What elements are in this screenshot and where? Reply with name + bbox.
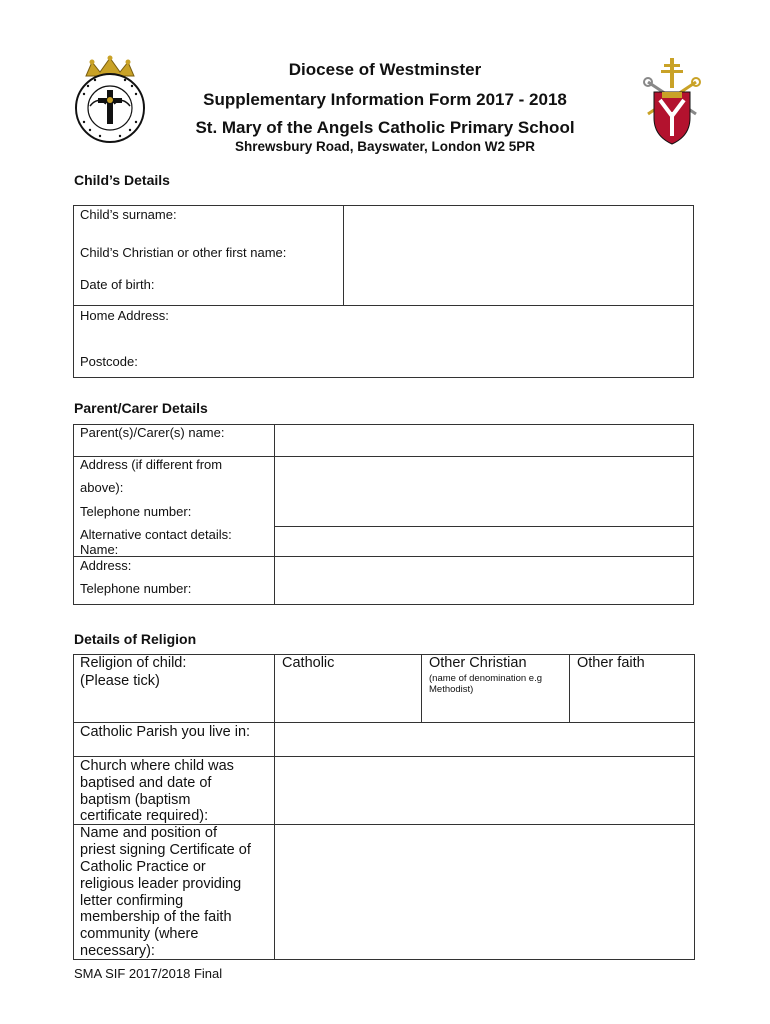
alt-contact-label-2: Name: (80, 542, 119, 557)
priest-label-6: membership of the faith (80, 909, 232, 925)
catholic-label: Catholic (282, 655, 335, 671)
priest-label-7: community (where (80, 926, 199, 942)
parish-input[interactable] (275, 723, 694, 756)
baptism-church-label-3: baptism (baptism (80, 792, 191, 808)
priest-label-5: letter confirming (80, 893, 184, 909)
priest-label-1: Name and position of (80, 825, 218, 841)
parent-address-label-2: above): (80, 480, 124, 495)
baptism-church-label-2: baptised and date of (80, 775, 212, 791)
other-christian-note-1: (name of denomination e.g (429, 673, 543, 684)
priest-label-2: priest signing Certificate of (80, 842, 251, 858)
child-surname-label: Child’s surname: (80, 207, 177, 222)
diocese-title: Diocese of Westminster (288, 60, 482, 79)
other-christian-note-2: Methodist) (429, 684, 474, 695)
parent-address-label-1: Address (if different from (80, 457, 223, 472)
child-first-name-label: Child’s Christian or other first name: (80, 245, 287, 260)
baptism-church-input[interactable] (275, 757, 694, 824)
parent-details-heading: Parent/Carer Details (74, 400, 208, 416)
priest-label-4: religious leader providing (80, 876, 242, 892)
parent-telephone-label: Telephone number: (80, 504, 192, 519)
religion-label-1: Religion of child: (80, 655, 187, 671)
parent-telephone-input[interactable] (275, 527, 693, 556)
baptism-church-label-1: Church where child was (80, 758, 234, 774)
priest-label-8: necessary): (80, 943, 155, 959)
footer-text: SMA SIF 2017/2018 Final (74, 966, 223, 981)
alt-contact-label-3: Address: (80, 558, 132, 573)
alt-contact-input[interactable] (275, 557, 693, 604)
priest-details-input[interactable] (275, 825, 694, 959)
child-details-input[interactable] (344, 206, 693, 305)
parent-name-label: Parent(s)/Carer(s) name: (80, 425, 225, 440)
religion-details-heading: Details of Religion (74, 631, 197, 647)
date-of-birth-label: Date of birth: (80, 277, 155, 292)
priest-label-3: Catholic Practice or (80, 859, 206, 875)
religion-label-2: (Please tick) (80, 673, 160, 689)
parish-label: Catholic Parish you live in: (80, 724, 251, 740)
child-details-heading: Child’s Details (74, 172, 170, 188)
parent-address-input[interactable] (275, 457, 693, 526)
home-address-label: Home Address: (80, 308, 169, 323)
school-name: St. Mary of the Angels Catholic Primary School (195, 118, 575, 137)
other-faith-label: Other faith (577, 655, 645, 671)
school-address: Shrewsbury Road, Bayswater, London W2 5PR (234, 139, 536, 154)
baptism-church-label-4: certificate required): (80, 808, 209, 824)
form-title: Supplementary Information Form 2017 - 2018 (203, 90, 567, 109)
parent-name-input[interactable] (275, 425, 693, 456)
other-christian-label: Other Christian (429, 655, 527, 671)
alt-telephone-label: Telephone number: (80, 581, 192, 596)
alt-contact-label-1: Alternative contact details: (80, 527, 232, 542)
postcode-label: Postcode: (80, 354, 138, 369)
